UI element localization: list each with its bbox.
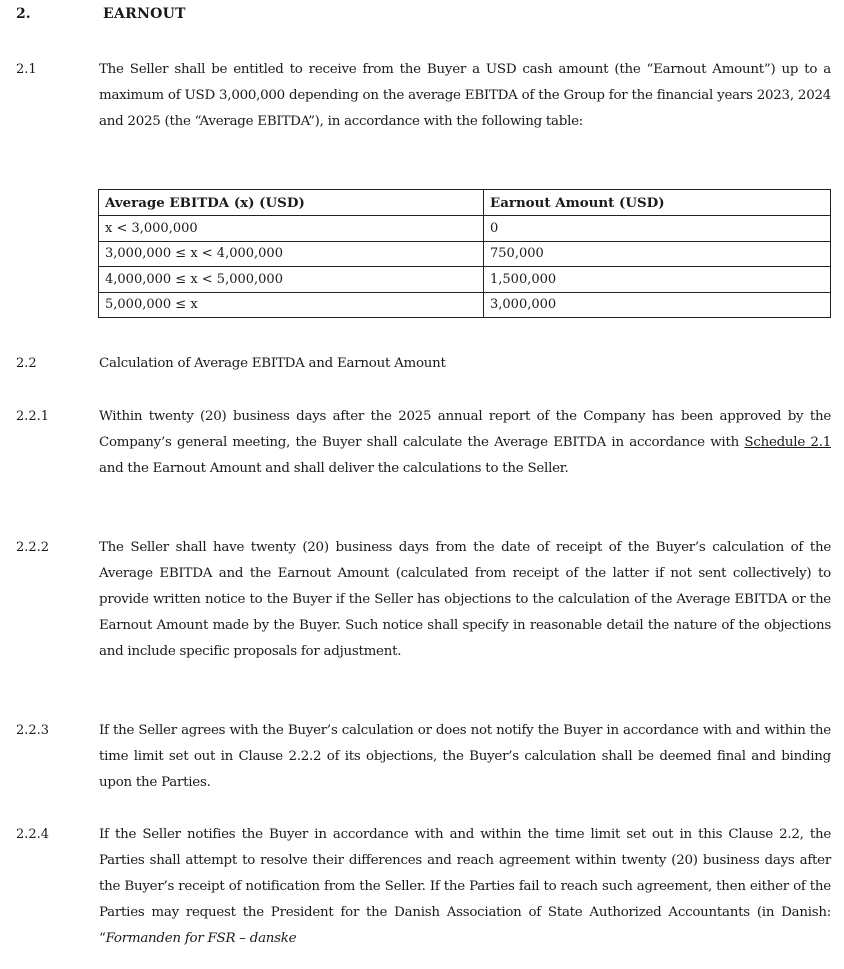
clause-2-2-1-text [99,404,831,482]
table-cell-earnout: 750,000 [484,241,831,267]
clause-2-2-4-text [99,822,831,952]
table-row [99,241,831,267]
table-cell-earnout: 1,500,000 [484,267,831,293]
schedule-2-1-link[interactable]: Schedule 2.1 [744,435,831,450]
clause-2-2-4-italic: Formanden for FSR – danske [105,931,297,946]
clause-2-2-4-number: 2.2.4 [16,827,50,842]
earnout-table [98,189,831,318]
table-header-earnout: Earnout Amount (USD) [484,190,831,216]
clause-2-2-1-number: 2.2.1 [16,409,50,424]
clause-2-2-1-text-after: and the Earnout Amount and shall deliver the calculations to the Seller. [99,461,569,476]
clause-2-2-title: Calculation of Average EBITDA and Earnout Amount [99,356,446,371]
table-header-row [99,190,831,216]
section-number: 2. [16,6,31,22]
table-row [99,292,831,318]
table-row [99,216,831,242]
clause-2-2-3-text: If the Seller agrees with the Buyer’s calculation or does not notify the Buyer in accordance with and within the time limit set out in Clause 2.2.2 of its objections, the Buyer’s calculation shall be deemed final and binding upon the Parties. [99,723,831,790]
table-row [99,267,831,293]
clause-2-2-2-number: 2.2.2 [16,540,50,555]
clause-2-1-text: The Seller shall be entitled to receive from the Buyer a USD cash amount (the “Earnout Amount”) up to a maximum of USD 3,000,000 depending on the average EBITDA of the Group for the financial years 2023, 2024 and 2025 (the “Average EBITDA”), in accordance with the following table: [99,62,831,129]
table-cell-ebitda: 3,000,000 ≤ x < 4,000,000 [99,241,484,267]
table-cell-ebitda: 5,000,000 ≤ x [99,292,484,318]
clause-2-2-number: 2.2 [16,356,37,371]
table-cell-earnout: 3,000,000 [484,292,831,318]
table-cell-earnout: 0 [484,216,831,242]
table-cell-ebitda: x < 3,000,000 [99,216,484,242]
clause-2-1-number: 2.1 [16,62,37,77]
clause-2-2-4-text-main: If the Seller notifies the Buyer in accordance with and within the time limit set out in this Clause 2.2, the Parties shall attempt to resolve their differences and reach agreement within twenty (20) business days after the Buyer’s receipt of notification from the Seller. If the Parties fail to reach such agreement, then either of the Parties may request the President for the Danish Association of State Authorized Accountants (in Danish: “ [99,827,831,946]
clause-2-2-3-number: 2.2.3 [16,723,50,738]
clause-2-2-2-text: The Seller shall have twenty (20) business days from the date of receipt of the Buyer’s calculation of the Average EBITDA and the Earnout Amount (calculated from receipt of the latter if not sent collectively) to provide written notice to the Buyer if the Seller has objections to the calculation of the Average EBITDA or the Earnout Amount made by the Buyer. Such notice shall specify in reasonable detail the nature of the objections and include specific proposals for adjustment. [99,540,831,659]
table-cell-ebitda: 4,000,000 ≤ x < 5,000,000 [99,267,484,293]
clause-2-2-1-text-before: Within twenty (20) business days after the 2025 annual report of the Company has been approved by the Company’s general meeting, the Buyer shall calculate the Average EBITDA in accordance with [99,409,831,450]
section-title: EARNOUT [103,6,186,22]
table-header-ebitda: Average EBITDA (x) (USD) [99,190,484,216]
